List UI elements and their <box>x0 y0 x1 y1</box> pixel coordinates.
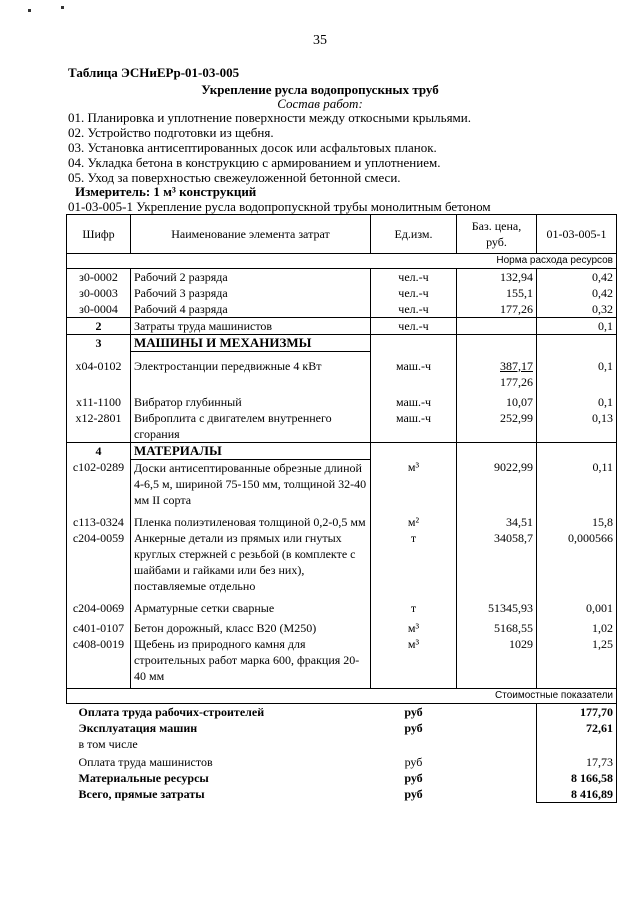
table-row: х11-1100 Вибратор глубинный маш.-ч 10,07 0,1 <box>67 390 617 410</box>
section-row: 3 МАШИНЫ И МЕХАНИЗМЫ <box>67 335 617 352</box>
total-row: Оплата труда рабочих-строителей руб 177,70 <box>67 703 617 720</box>
work-item: 05. Уход за поверхностью свежеуложенной бетонной смеси. <box>68 170 401 185</box>
header-norm: 01-03-005-1 <box>537 215 617 254</box>
total-row: Оплата труда машинистов руб 17,73 <box>67 752 617 770</box>
total-row: Эксплуатация машин руб 72,61 <box>67 720 617 736</box>
header-price: Баз. цена, руб. <box>457 215 537 254</box>
table-row: з0-0002 Рабочий 2 разряда чел.-ч 132,94 0,42 <box>67 269 617 286</box>
table-header <box>67 215 617 254</box>
work-item: 04. Укладка бетона в конструкцию с армированием и уплотнением. <box>68 155 441 170</box>
band-cost: Стоимостные показатели <box>67 688 617 703</box>
header-code: Шифр <box>67 215 131 254</box>
table-row: з0-0004 Рабочий 4 разряда чел.-ч 177,26 0,32 <box>67 301 617 318</box>
header-unit: Ед.изм. <box>371 215 457 254</box>
table-row: х12-2801 Виброплита с двигателем внутреннего сгорания маш.-ч 252,99 0,13 <box>67 410 617 443</box>
work-item: 02. Устройство подготовки из щебня. <box>68 125 274 140</box>
page-number: 35 <box>313 33 327 48</box>
section-row: 4 МАТЕРИАЛЫ <box>67 442 617 459</box>
scan-mark <box>61 6 64 9</box>
band-norm: Норма расхода ресурсов <box>67 254 617 269</box>
table-row: с204-0059 Анкерные детали из прямых или гнутых круглых стержней с резьбой (в комплекте с шайбами и гайками или без них), поставляемые отдельно т 34058,7 0,000566 <box>67 530 617 594</box>
scan-mark <box>28 9 31 12</box>
table-row: з0-0003 Рабочий 3 разряда чел.-ч 155,1 0,42 <box>67 285 617 301</box>
table-title: Таблица ЭСНиЕРр-01-03-005 <box>68 65 240 80</box>
band-row <box>67 688 617 703</box>
work-composition-title: Состав работ: <box>277 96 363 111</box>
work-item: 01. Планировка и уплотнение поверхности между откосными крыльями. <box>68 110 471 125</box>
table-row: с113-0324 Пленка полиэтиленовая толщиной 0,2-0,5 мм м² 34,51 15,8 <box>67 508 617 530</box>
section-row: 2 Затраты труда машинистов чел.-ч 0,1 <box>67 318 617 335</box>
work-item: 03. Установка антисептированных досок или асфальтовых планок. <box>68 140 437 155</box>
table-row: х04-0102 Электростанции передвижные 4 кВт маш.-ч 387,17 177,26 0,1 <box>67 352 617 390</box>
total-row: в том числе <box>67 736 617 752</box>
cost-table <box>66 214 617 803</box>
subtitle: 01-03-005-1 Укрепление русла водопропускной трубы монолитным бетоном <box>68 199 491 214</box>
header-name: Наименование элемента затрат <box>131 215 371 254</box>
total-row: Материальные ресурсы руб 8 166,58 <box>67 770 617 786</box>
table-row: с204-0069 Арматурные сетки сварные т 51345,93 0,001 <box>67 594 617 616</box>
table-row: с102-0289 Доски антисептированные обрезные длиной 4-6,5 м, шириной 75-150 мм, толщиной 32-40 мм II сорта м³ 9022,99 0,11 <box>67 459 617 508</box>
table-row: с401-0107 Бетон дорожный, класс В20 (М250) м³ 5168,55 1,02 <box>67 616 617 636</box>
table-row: с408-0019 Щебень из природного камня для строительных работ марка 600, фракция 20-40 мм м³ 1029 1,25 <box>67 636 617 689</box>
caption: Укрепление русла водопропускных труб <box>201 82 439 97</box>
band-row <box>67 254 617 269</box>
total-row: Всего, прямые затраты руб 8 416,89 <box>67 786 617 803</box>
meter: Измеритель: 1 м³ конструкций <box>75 184 257 199</box>
